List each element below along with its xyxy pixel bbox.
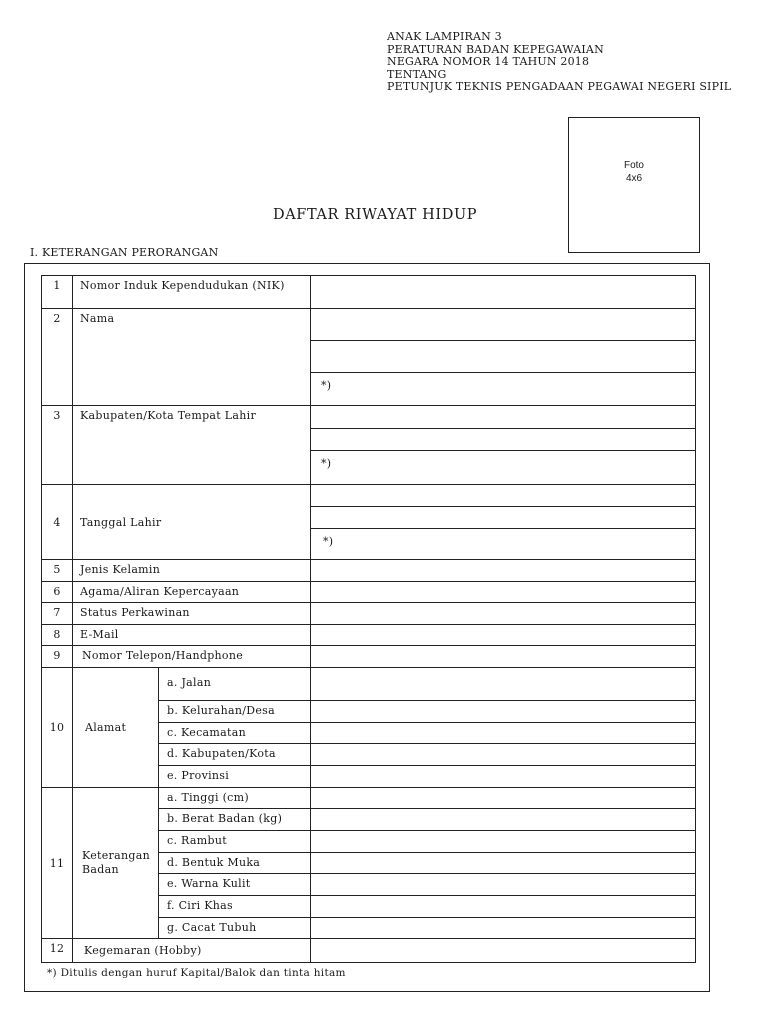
header-line: ANAK LAMPIRAN 3 xyxy=(387,30,502,43)
hobby-field[interactable] xyxy=(311,939,696,963)
sub-label: b. Kelurahan/Desa xyxy=(159,701,311,723)
photo-label: Foto xyxy=(623,160,644,171)
nama-field-line-3[interactable] xyxy=(311,373,696,406)
sub-label: c. Rambut xyxy=(159,831,311,853)
sub-label: f. Ciri Khas xyxy=(159,896,311,918)
table-row xyxy=(42,309,696,341)
footnote: *) Ditulis dengan huruf Kapital/Balok dan tinta hitam xyxy=(47,967,346,979)
row-number: 7 xyxy=(42,603,73,625)
row-number: 12 xyxy=(42,939,73,963)
sub-label: d. Kabupaten/Kota xyxy=(159,744,311,766)
jenis-kelamin-field[interactable] xyxy=(311,560,696,582)
table-row xyxy=(42,603,696,625)
berat-field[interactable] xyxy=(311,809,696,831)
row-number: 1 xyxy=(42,276,73,309)
row-number: 2 xyxy=(42,309,73,406)
tempat-lahir-field-line-3[interactable] xyxy=(311,451,696,485)
photo-size: 4x6 xyxy=(625,173,643,184)
warna-kulit-field[interactable] xyxy=(311,874,696,896)
personal-info-table xyxy=(41,275,696,963)
table-row xyxy=(42,646,696,668)
note-marker: *) xyxy=(323,535,334,548)
nik-field[interactable] xyxy=(311,276,696,309)
row-label: Nama xyxy=(73,309,311,406)
alamat-kecamatan-field[interactable] xyxy=(311,723,696,744)
row-number: 5 xyxy=(42,560,73,582)
status-perkawinan-field[interactable] xyxy=(311,603,696,625)
row-label-line: Badan xyxy=(82,863,119,876)
section-heading: I. KETERANGAN PERORANGAN xyxy=(30,246,219,259)
ciri-khas-field[interactable] xyxy=(311,896,696,918)
table-row xyxy=(42,788,696,809)
header-line: PETUNJUK TEKNIS PENGADAAN PEGAWAI NEGERI SIPIL xyxy=(387,80,732,93)
row-label xyxy=(73,788,159,939)
agama-field[interactable] xyxy=(311,582,696,603)
row-number: 11 xyxy=(42,788,73,939)
nama-field-line-2[interactable] xyxy=(311,341,696,373)
alamat-provinsi-field[interactable] xyxy=(311,766,696,788)
bentuk-muka-field[interactable] xyxy=(311,853,696,874)
row-label: Nomor Induk Kependudukan (NIK) xyxy=(73,276,311,309)
note-marker: *) xyxy=(321,457,332,470)
sub-label: b. Berat Badan (kg) xyxy=(159,809,311,831)
sub-label: c. Kecamatan xyxy=(159,723,311,744)
row-label: Kabupaten/Kota Tempat Lahir xyxy=(73,406,311,485)
tempat-lahir-field-line-1[interactable] xyxy=(311,406,696,429)
sub-label: g. Cacat Tubuh xyxy=(159,918,311,939)
tanggal-lahir-field-line-1[interactable] xyxy=(311,485,696,507)
tanggal-lahir-field-line-3[interactable] xyxy=(311,529,696,560)
header-line: TENTANG xyxy=(387,67,447,81)
page-title: DAFTAR RIWAYAT HIDUP xyxy=(273,207,478,223)
tempat-lahir-field-line-2[interactable] xyxy=(311,429,696,451)
row-label: Agama/Aliran Kepercayaan xyxy=(73,582,311,603)
table-row xyxy=(42,406,696,429)
row-label: Jenis Kelamin xyxy=(73,560,311,582)
sub-label: d. Bentuk Muka xyxy=(159,853,311,874)
tinggi-field[interactable] xyxy=(311,788,696,809)
table-row xyxy=(42,582,696,603)
alamat-kabupaten-field[interactable] xyxy=(311,744,696,766)
row-number: 10 xyxy=(42,668,73,788)
row-number: 8 xyxy=(42,625,73,646)
row-label: Tanggal Lahir xyxy=(73,485,311,560)
email-field[interactable] xyxy=(311,625,696,646)
nama-field-line-1[interactable] xyxy=(311,309,696,341)
alamat-jalan-field[interactable] xyxy=(311,668,696,701)
row-label-line: Keterangan xyxy=(82,849,150,862)
row-number: 9 xyxy=(42,646,73,668)
note-marker: *) xyxy=(321,379,332,392)
table-row xyxy=(42,560,696,582)
rambut-field[interactable] xyxy=(311,831,696,853)
sub-label: e. Provinsi xyxy=(159,766,311,788)
table-row xyxy=(42,668,696,701)
row-label: E-Mail xyxy=(73,625,311,646)
telepon-field[interactable] xyxy=(311,646,696,668)
header-line: NEGARA NOMOR 14 TAHUN 2018 xyxy=(387,55,590,68)
header-line: PERATURAN BADAN KEPEGAWAIAN xyxy=(387,42,604,56)
row-number: 3 xyxy=(42,406,73,485)
row-label: Alamat xyxy=(73,668,159,788)
cacat-tubuh-field[interactable] xyxy=(311,918,696,939)
table-row xyxy=(42,625,696,646)
row-number: 6 xyxy=(42,582,73,603)
sub-label: e. Warna Kulit xyxy=(159,874,311,896)
sub-label: a. Tinggi (cm) xyxy=(159,788,311,809)
table-row xyxy=(42,939,696,963)
alamat-kelurahan-field[interactable] xyxy=(311,701,696,723)
photo-box xyxy=(568,117,700,253)
row-label: Kegemaran (Hobby) xyxy=(73,939,311,963)
row-label: Nomor Telepon/Handphone xyxy=(73,646,311,668)
document-header xyxy=(387,31,731,94)
row-label: Status Perkawinan xyxy=(73,603,311,625)
table-row xyxy=(42,485,696,507)
tanggal-lahir-field-line-2[interactable] xyxy=(311,507,696,529)
table-row xyxy=(42,276,696,309)
sub-label: a. Jalan xyxy=(159,668,311,701)
row-number: 4 xyxy=(42,485,73,560)
